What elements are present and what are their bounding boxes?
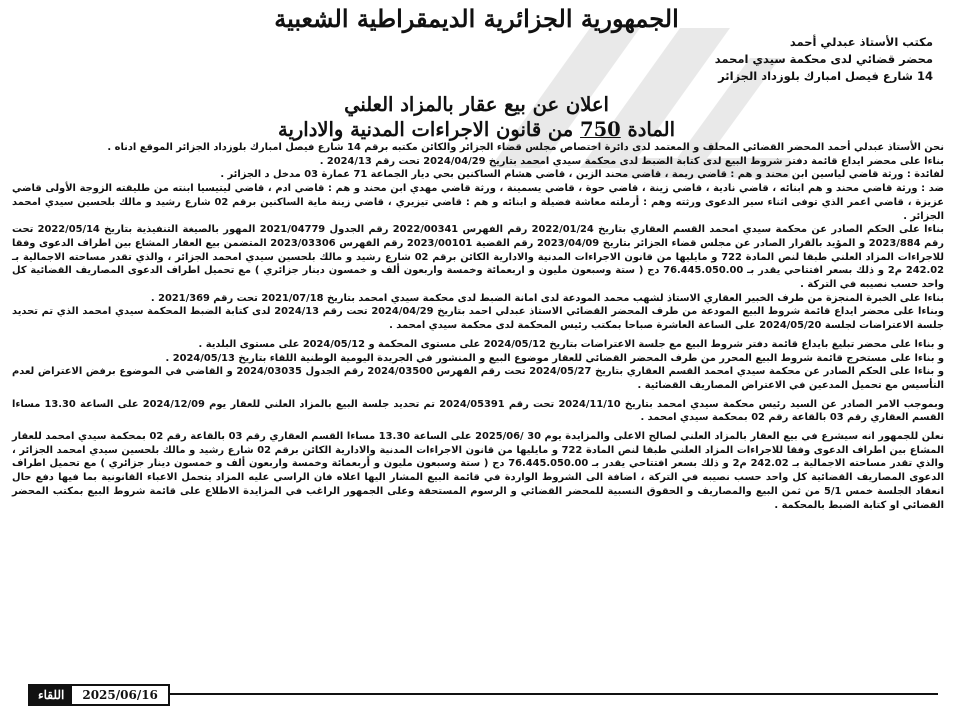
office-name: مكتب الأستاذ عبدلي أحمد [789, 35, 933, 49]
announcement-body [12, 141, 944, 512]
republic-heading: الجمهورية الجزائرية الديمقراطية الشعبية [274, 4, 679, 33]
body-paragraph: وبموجب الامر الصادر عن السيد رئيس محكمة سيدي امحمد بتاريخ 2024/11/10 تحت رقم 2024/05391 تم تحديد جلسة البيع بالمزاد العلني للعقار يوم 2024/12/09 على الساعة 13.30 مساءا القسم العقاري رقم 03 بالقاعة رقم 02 بمحكمة سيدي امحمد . [12, 398, 944, 424]
announcement-title: اعلان عن بيع عقار بالمزاد العلني [344, 93, 609, 116]
body-paragraph: و بناءا على مستخرج قائمة شروط البيع المحرر من طرف المحضر القضائي للعقار موضوع البيع و المنشور في الجريدة اليومية الوطنية اللقاء بتاريخ 2024/05/13 . [165, 352, 944, 364]
body-paragraph: و بناءا على الحكم الصادر عن محكمة سيدي امحمد القسم العقاري بتاريخ 2024/05/27 تحت رقم الفهرس 2024/03500 رقم الجدول 2024/03035 و القاضي في الموضوع برفض الاعتراض لعدم التأسيس مع تحميل المدعين في الاعتراض المصاريف القضائية . [12, 366, 945, 391]
bailiff-office-block [603, 34, 933, 85]
body-paragraph: بناءا على محضر ايداع قائمة دفتر شروط البيع لدى كتابة الضبط لدى محكمة سيدي امحمد بتاريخ 2024/04/29 تحت رقم 2024/13 . [319, 155, 944, 167]
office-address: 14 شارع فيصل امبارك بلوزداد الجزائر [718, 69, 933, 83]
article-suffix: من قانون الاجراءات المدنية والادارية [277, 118, 581, 141]
publication-date: 2025/06/16 [82, 688, 158, 702]
body-paragraph: بناءا على الحكم الصادر عن محكمة سيدي امحمد القسم العقاري بتاريخ 2022/01/24 رقم الفهرس 2022/00341 رقم الجدول 2021/04779 المهور بالصيغة التنفيذية بتاريخ 2022/05/14 تحت رقم 2023/884 و المؤيد بالقرار الصادر عن مجلس قضاء الجزائر بتاريخ 2023/04/09 رقم القضية 2023/00101 رقم الفهرس 2023/03306 المتضمن بيع العقار المشاع بين اطراف الدعوى وفقا للاجراءات المزاد العلني طبقا لنص المادة 722 و مايليها من قانون الاجراءات المدنية والادارية الكائن برقم 02 شارع رشيد و مالك بلحسين سيدي امحمد الجزائر ، والذي تقدر مساحته الاجمالية بـ 242.02 م2 و ذلك بسعر افتتاحي يقدر بـ 76.445.050.00 دج ( ستة وسبعون مليون و اربعمائة وخمسة واربعون ألف و خمسون دينار جزائري ) مع تحميل اطراف الدعوى المصاريف القضائية كل واحد حسب نصيبه في التركة . [12, 224, 944, 291]
office-role: محضر قضائي لدى محكمة سيدي امحمد [714, 52, 933, 66]
body-paragraph: وبناءا على محضر ايداع قائمة شروط البيع المودعة من طرف المحضر القضائي الاستاذ عبدلي احمد بتاريخ 2024/04/29 تحت رقم 2024/13 لدى كتابة الضبط المحكمة سيدي امحمد الذي تم تحديد جلسة الاعتراضات لجلسة 2024/05/20 على الساعة العاشرة صباحا بمكتب رئيس المحكمة لدى محكمة سيدي امحمد . [12, 306, 944, 332]
article-number: 750 [580, 118, 621, 141]
article-reference [120, 117, 833, 142]
footer-label [28, 684, 170, 706]
body-paragraph: نعلن للجمهور انه سيشرع في بيع العقار بالمزاد العلني لصالح الاعلى والمزايدة يوم 30 /2025/06 على الساعة 13.30 مساءا القسم العقاري رقم 03 بالقاعة رقم 02 بمحكمة سيدي امحمد للعقار المشاع بين اطراف الدعوى وفقا للاجراءات المزاد العلني طبقا لنص المادة 722 و مايليها من قانون الاجراءات المدنية والادارية الكائن برقم 02 شارع رشيد و مالك بلحسين سيدي امحمد الجزائر ، والذي تقدر مساحته الاجمالية بـ 242.02 م2 و ذلك بسعر افتتاحي يقدر بـ 76.445.050.00 دج ( ستة وسبعون مليون و أربعمائة وخمسة واربعون ألف و خمسون دينار جزائري ) مع تحميل اطراف الدعوى المصاريف القضائية كل واحد حسب نصيبه في التركة ، اضافة الى الشروط الواردة في قائمة البيع المشار اليها اعلاه فان الراسي عليه المزاد يتحمل الاعباء القانونية بما فيها دفع حال انعقاد الجلسة خمس 5/1 من ثمن البيع والمصاريف و الحقوق النسبية للمحضر القضائي و الرسوم المستحقة وعلى الجمهور الراغب في المزايدة الاطلاع على قائمة شروط البيع بمكتب المحضر القضائي او كتابة الضبط بالمحكمة . [12, 431, 945, 511]
announcement-titles [120, 92, 833, 142]
article-prefix: المادة [620, 118, 675, 141]
body-paragraph: بناءا على الخبرة المنجزة من طرف الخبير العقاري الاستاذ لشهب محمد المودعة لدى امانة الضبط لدى محكمة سيدي امحمد بتاريخ 2021/07/18 تحت رقم 2021/369 . [150, 292, 944, 304]
body-paragraph: لفائدة : ورثة قاضي لياسين ابن محند و هم : قاضي ريمة ، قاضي محند الزين ، قاضي هشام الساكنين بحي ديار الجماعة 71 عمارة 03 مدخل د الجزائر . [220, 169, 944, 181]
body-paragraph: ضد : ورثة قاضي محند و هم ابنائه ، قاضي نادية ، قاضي زينة ، قاضي حوة ، قاضي يسمينة ، ورثة قاضي مهدي ابن محند و هم : قاضي ادم ، قاضي ليتيسيا ابنته من طليقته الزوجة الأولى قاضي عزيزة ، قاضي اعمر الذي توفى اثناء سير الدعوى ورثته وهم : أرملته معاشة فضيلة و ابنائه و هم : قاضي تيزيري ، قاضي زينة ماية الساكنين برقم 02 شارع رشيد و مالك بلحسين سيدي امحمد الجزائر . [12, 183, 944, 222]
body-paragraph: و بناءا على محضر تبليغ بايداع قائمة دفتر شروط البيع مع جلسة الاعتراضات بتاريخ 2024/05/12 على مستوى المحكمة و 2024/05/12 على مستوى البلدية . [198, 338, 944, 350]
body-paragraph: نحن الأستاذ عبدلي أحمد المحضر القضائي المحلف و المعتمد لدى دائرة اختصاص مجلس قضاء الجزائر والكائن مكتبه برقم 14 شارع فيصل امبارك بلوزداد الجزائر الموقع ادناه . [107, 142, 944, 153]
newspaper-name: اللقاء [30, 686, 72, 704]
